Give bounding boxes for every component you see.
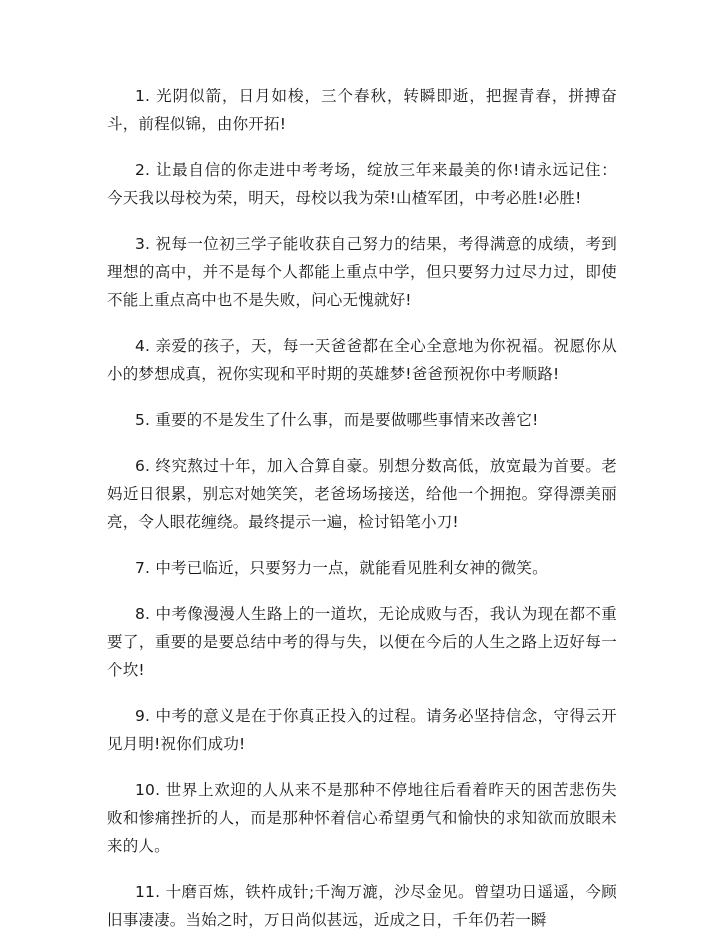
paragraph-8: 8. 中考像漫漫人生路上的一道坎，无论成败与否，我认为现在都不重要了，重要的是要总结中考的得与失，以便在今后的人生之路上迈好每一个坎! <box>107 605 617 679</box>
paragraph-11: 11. 十磨百炼，铁杵成针;千淘万漉，沙尽金见。曾望功日遥遥，今顾旧事凄凄。当始之时，万日尚似甚远，近成之日，千年仍若一瞬 <box>107 883 617 929</box>
paragraph-3: 3. 祝每一位初三学子能收获自己努力的结果，考得满意的成绩，考到理想的高中，并不是每个人都能上重点中学，但只要努力过尽力过，即使不能上重点高中也不是失败，问心无愧就好! <box>107 235 617 309</box>
paragraph-5: 5. 重要的不是发生了什么事，而是要做哪些事情来改善它! <box>135 411 539 429</box>
paragraph-9: 9. 中考的意义是在于你真正投入的过程。请务必坚持信念，守得云开见月明!祝你们成功! <box>107 707 617 753</box>
document-body <box>107 82 617 952</box>
paragraph-4: 4. 亲爱的孩子，天，每一天爸爸都在全心全意地为你祝福。祝愿你从小的梦想成真，祝你实现和平时期的英雄梦!爸爸预祝你中考顺路! <box>107 337 617 383</box>
paragraph-1: 1. 光阴似箭，日月如梭，三个春秋，转瞬即逝，把握青春，拼搏奋斗，前程似锦，由你开拓! <box>107 87 617 133</box>
paragraph-10: 10. 世界上欢迎的人从来不是那种不停地往后看着昨天的困苦悲伤失败和惨痛挫折的人，而是那种怀着信心希望勇气和愉快的求知欲而放眼未来的人。 <box>107 781 617 855</box>
paragraph-6: 6. 终究熬过十年，加入合算自豪。别想分数高低，放宽最为首要。老妈近日很累，别忘对她笑笑，老爸场场接送，给他一个拥抱。穿得漂美丽亮，令人眼花缠绕。最终提示一遍，检讨铅笔小刀! <box>107 457 617 531</box>
paragraph-2: 2. 让最自信的你走进中考考场，绽放三年来最美的你!请永远记住：今天我以母校为荣，明天，母校以我为荣!山楂军团，中考必胜!必胜! <box>107 161 617 207</box>
paragraph-7: 7. 中考已临近，只要努力一点，就能看见胜利女神的微笑。 <box>135 559 548 577</box>
